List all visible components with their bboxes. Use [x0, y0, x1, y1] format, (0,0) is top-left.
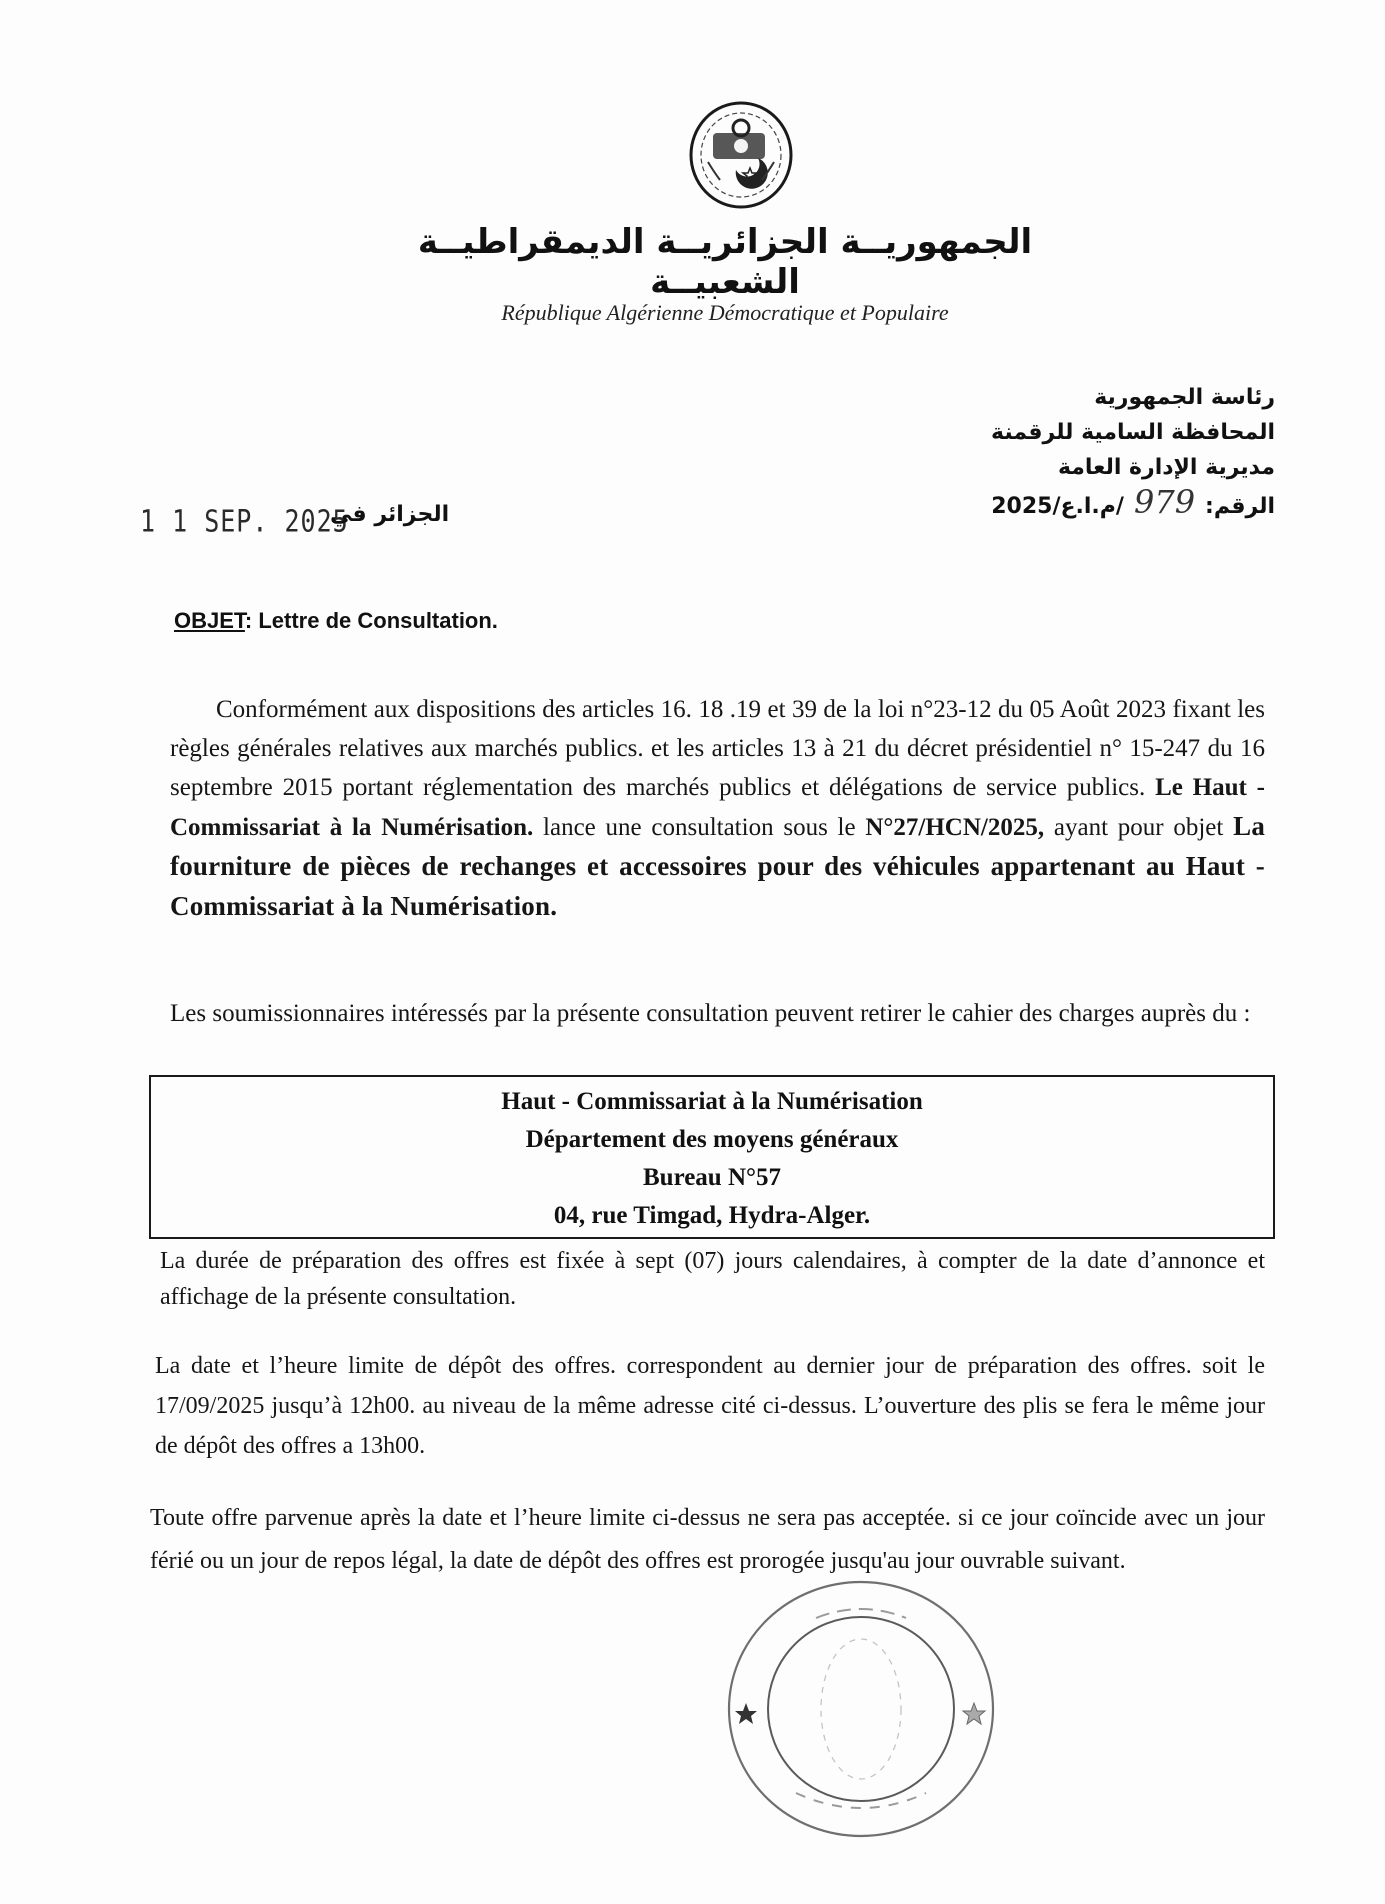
- paragraph-deadline: La date et l’heure limite de dépôt des offres. correspondent au dernier jour de préparation des offres. soit le 17/09/2025 jusqu’à 12h00. au niveau de la même adresse cité ci-dessus. L’ouverture des plis se fera le même jour de dépôt des offres a 13h00.: [155, 1353, 1265, 1459]
- p1-subject: La fourniture de pièces de rechanges et accessoires pour des véhicules appartenant au Haut - Commissariat à la Numérisation.: [170, 811, 1266, 921]
- address-line-street: 04, rue Timgad, Hydra-Alger.: [553, 1202, 871, 1229]
- address-line-office: Bureau N°57: [642, 1164, 782, 1191]
- address-line-department: Département des moyens généraux: [525, 1126, 899, 1153]
- paragraph-late-offers: Toute offre parvenue après la date et l’heure limite ci-dessus ne sera pas acceptée. si ce jour coïncide avec un jour férié ou un jour de repos légal, la date de dépôt des offres est prorogée jusqu'au jour ouvrable suivant.: [150, 1505, 1265, 1574]
- paragraph-withdrawal: Les soumissionnaires intéressés par la présente consultation peuvent retirer le cahier des charges auprès du :: [170, 1000, 1251, 1027]
- p1-text-3: ayant pour objet: [1053, 814, 1224, 841]
- reference-line: [855, 485, 1275, 524]
- address-line-organization: Haut - Commissariat à la Numérisation: [501, 1088, 923, 1115]
- reference-number-handwritten: 979: [1133, 483, 1196, 521]
- national-emblem-icon: [688, 100, 794, 210]
- date-stamp: 1 1 SEP. 2025: [140, 504, 349, 539]
- official-seal-stamp-icon: [726, 1578, 996, 1840]
- paragraph-legal-basis: [170, 690, 1265, 927]
- institution-line-directorate: مديرية الإدارة العامة: [1057, 455, 1275, 480]
- reference-suffix: م.ا.ع/2025/: [991, 494, 1124, 519]
- p1-text-1: Conformément aux dispositions des articles 16. 18 .19 et 39 de la loi n°23-12 du 05 Août 2023 fixant les règles générales relatives aux marchés publics. et les articles 13 à 21 du décret présidentiel n° 15-247 du 16 septembre 2015 portant réglementation des marchés publics et délégations de service publics.: [170, 696, 1265, 801]
- paragraph-preparation-duration: La durée de préparation des offres est fixée à sept (07) jours calendaires, à compter de la date d’annonce et affichage de la présente consultation.: [160, 1248, 1265, 1310]
- p1-organization: Le Haut - Commissariat à la Numérisation.: [170, 774, 1265, 841]
- institution-line-commissariat: المحافظة السامية للرقمنة: [991, 420, 1275, 445]
- p1-consultation-ref: N°27/HCN/2025,: [865, 814, 1045, 841]
- french-republic-title: République Algérienne Démocratique et Populaire: [501, 300, 949, 325]
- reference-label: الرقم:: [1205, 494, 1275, 519]
- city-label: الجزائر في: [330, 502, 450, 527]
- address-box: [149, 1075, 1275, 1239]
- institution-block: [855, 380, 1275, 524]
- object-label: OBJET: [174, 608, 245, 633]
- object-text: : Lettre de Consultation.: [244, 608, 498, 633]
- object-line: [174, 608, 498, 634]
- arabic-republic-title: الجمهوريــة الجزائريــة الديمقراطيــة الشعبيــة: [417, 222, 1033, 302]
- institution-line-presidency: رئاسة الجمهورية: [1094, 385, 1275, 410]
- p1-text-2: lance une consultation sous le: [543, 814, 856, 841]
